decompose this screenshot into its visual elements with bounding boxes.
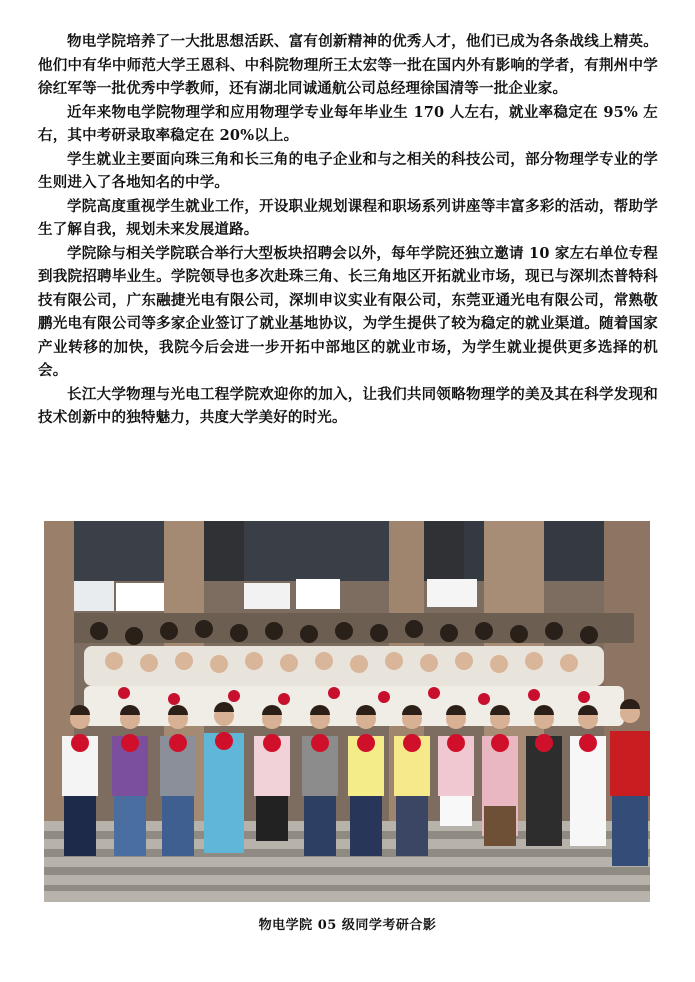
paragraph-recruitment: 学院除与相关学院联合举行大型板块招聘会以外，每年学院还独立邀请 10 家左右单位专程到我院招聘毕业生。学院领导也多次赴珠三角、长三角地区开拓就业市场，现已与深圳杰普特科技有限公司，广东融捷光电有限公司，深圳申议实业有限公司，东莞亚通光电有限公司，常熟敬鹏光电有限公司等多家企业签订了就业基地协议，为学生提供了较为稳定的就业渠道。随着国家产业转移的加快，我院今后会进一步开拓中部地区的就业市场，为学生就业提供更多选择的机会。 <box>38 244 658 379</box>
paragraph-employment-rate: 近年来物电学院物理学和应用物理学专业每年毕业生 170 人左右，就业率稳定在 95% 左右，其中考研录取率稳定在 20%以上。 <box>38 103 658 144</box>
paragraph-alumni: 物电学院培养了一大批思想活跃、富有创新精神的优秀人才，他们已成为各条战线上精英。他们中有华中师范大学王恩科、中科院物理所王太宏等一批在国内外有影响的学者，有荆州中学徐红军等一批优秀中学教师，还有湖北同诚通航公司总经理徐国清等一批企业家。 <box>38 33 658 97</box>
paragraph-career-guidance: 学院高度重视学生就业工作，开设职业规划课程和职场系列讲座等丰富多彩的活动，帮助学生了解自我，规划未来发展道路。 <box>38 197 658 238</box>
paragraph-welcome: 长江大学物理与光电工程学院欢迎你的加入，让我们共同领略物理学的美及其在科学发现和技术创新中的独特魅力，共度大学美好的时光。 <box>38 385 658 426</box>
paragraph-employment-regions: 学生就业主要面向珠三角和长三角的电子企业和与之相关的科技公司，部分物理学专业的学生则进入了各地知名的中学。 <box>38 150 658 191</box>
photo-caption: 物电学院 05 级同学考研合影 <box>258 918 437 933</box>
document-body <box>38 30 658 430</box>
group-photo <box>44 521 650 902</box>
